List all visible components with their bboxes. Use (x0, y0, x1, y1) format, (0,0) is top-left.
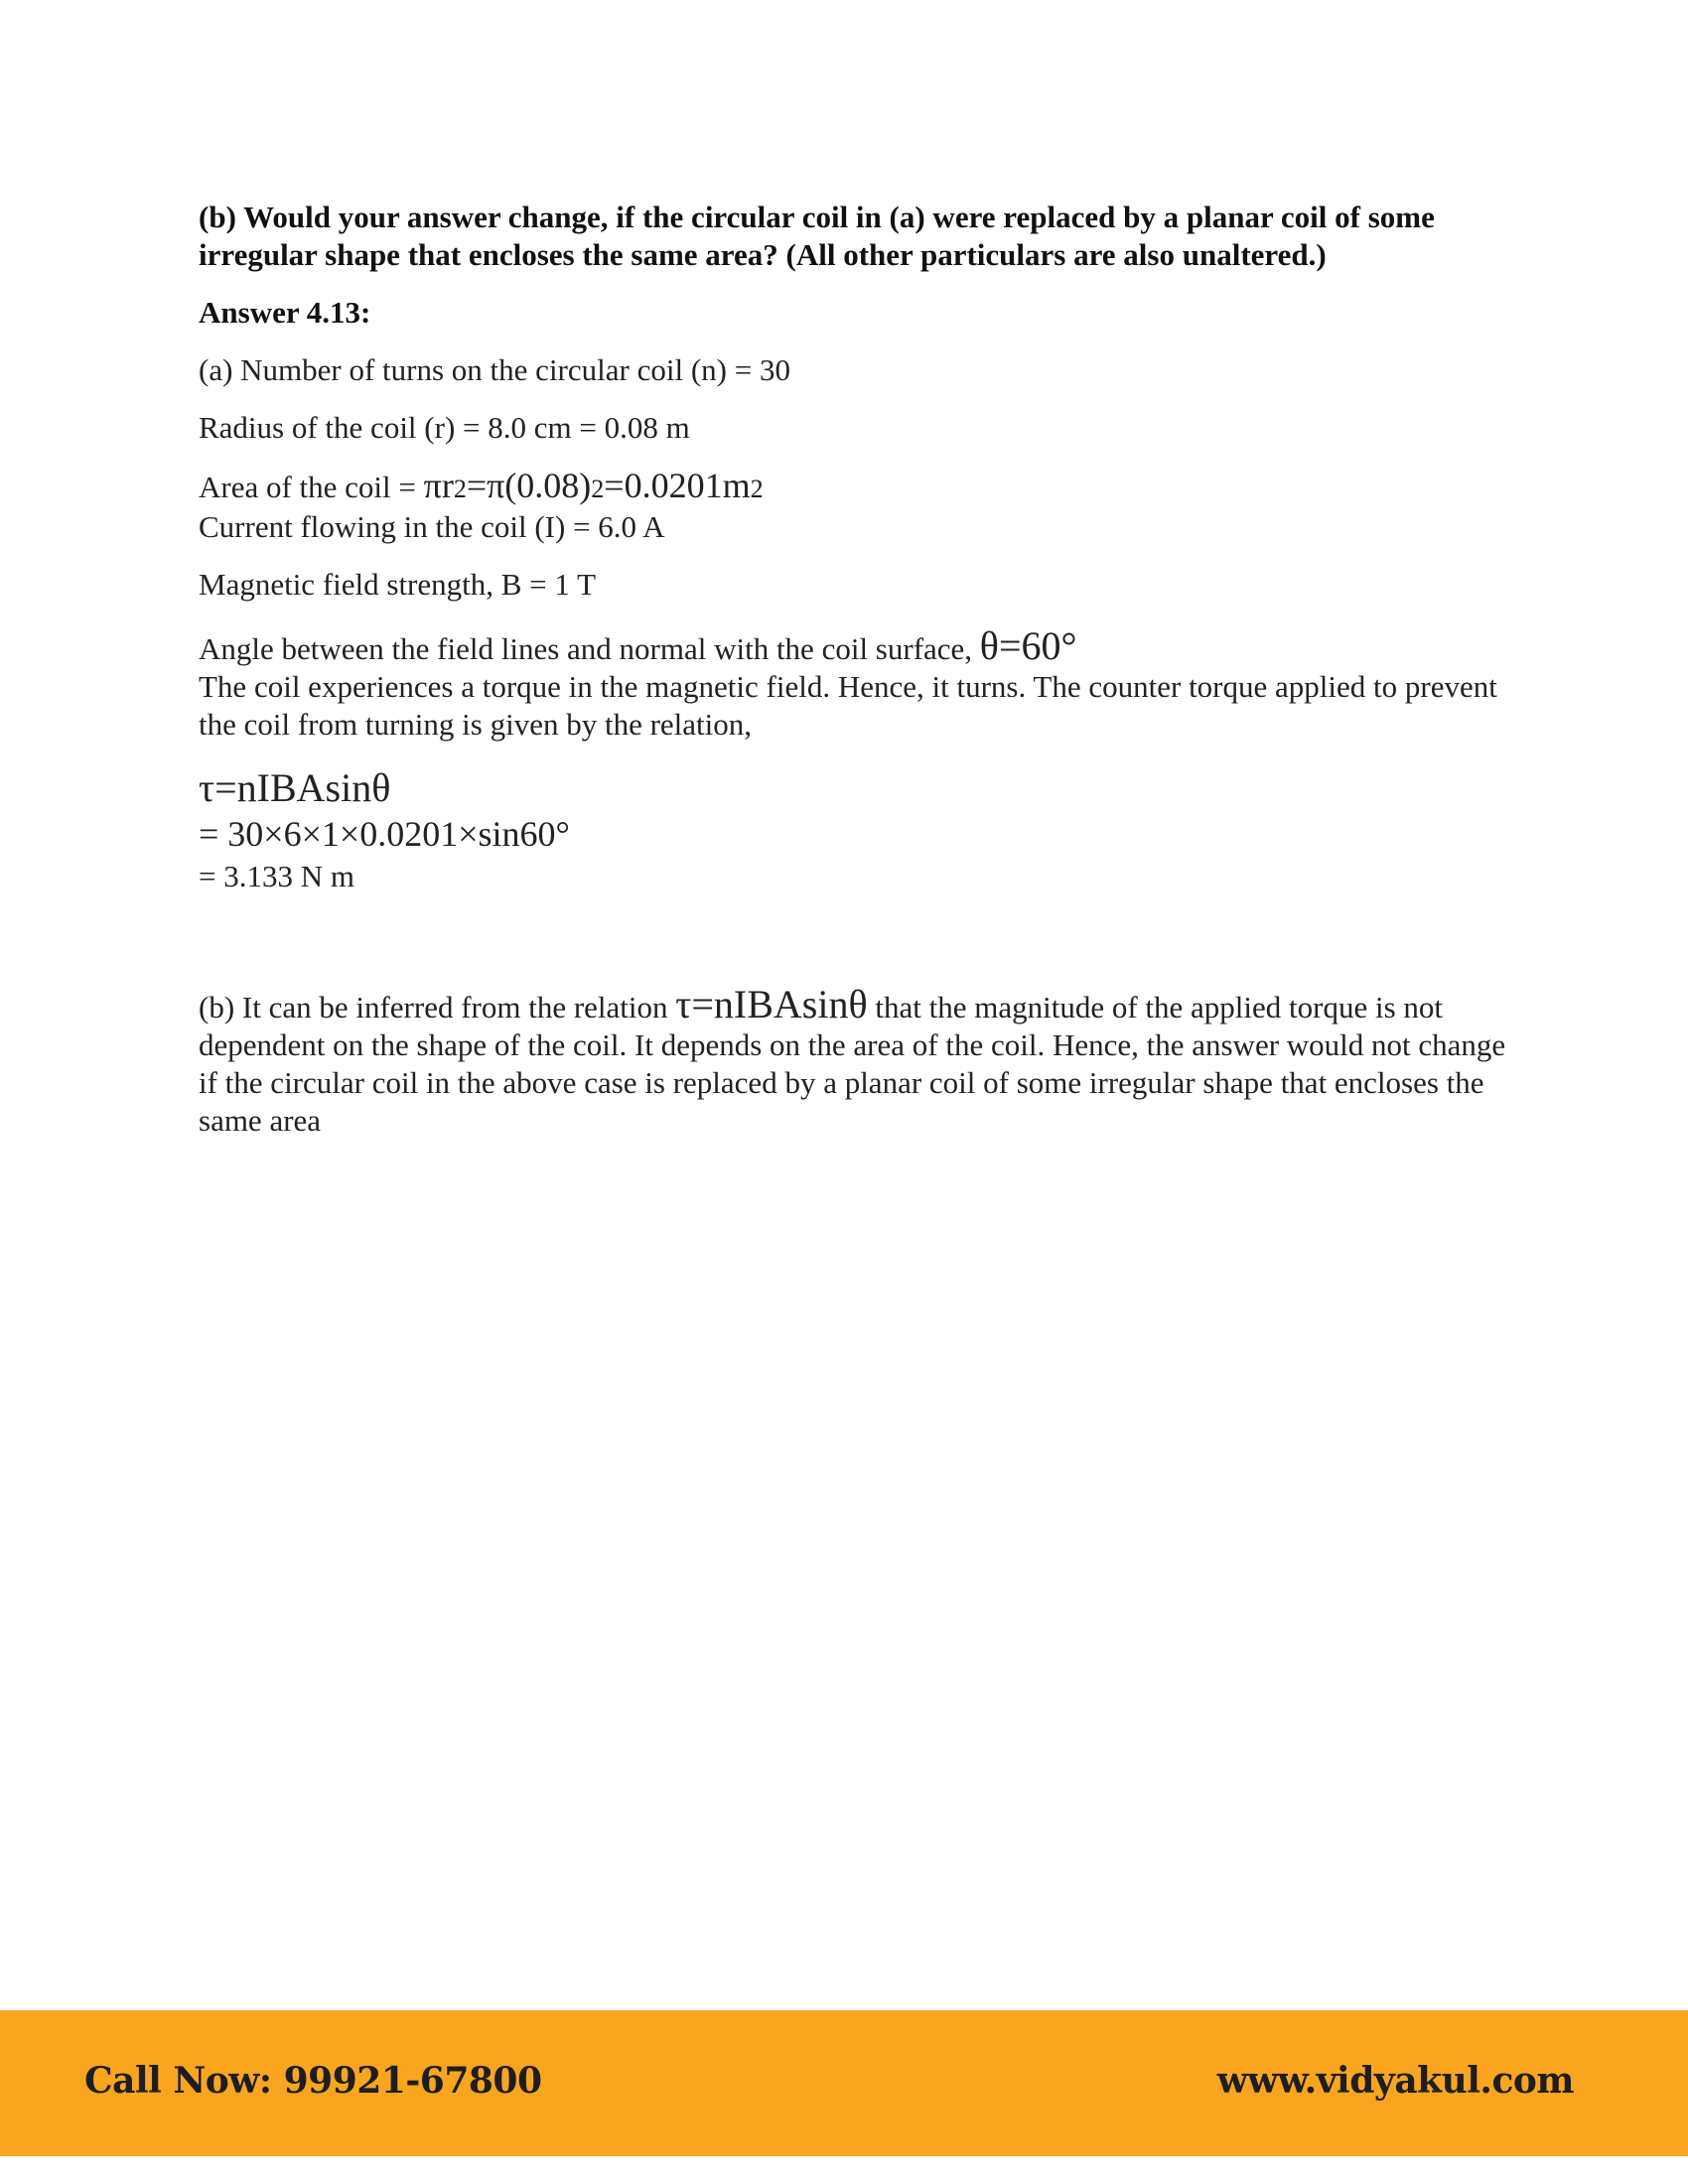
answer-heading: Answer 4.13: (199, 295, 371, 330)
part-b-prefix: (b) It can be inferred from the relation (199, 990, 676, 1024)
area-sup-2: 2 (591, 475, 605, 503)
angle-line (199, 623, 1509, 668)
area-expr-b: =π(0.08) (466, 466, 592, 505)
angle-prefix: Angle between the field lines and normal with the coil surface, (199, 631, 980, 666)
equation-substitution: = 30×6×1×0.0201×sin60° (199, 814, 570, 854)
area-prefix: Area of the coil = (199, 470, 424, 504)
field-line: Magnetic field strength, B = 1 T (199, 567, 597, 602)
turns-line: (a) Number of turns on the circular coil (n) = 30 (199, 352, 790, 387)
question-b: (b) Would your answer change, if the circular coil in (a) were replaced by a planar coil of some irregular shape that encloses the same area? (All other particulars are also unaltered.) (199, 200, 1435, 272)
area-expr-c: =0.0201m (604, 466, 751, 505)
equation-torque-formula: τ=nIBAsinθ (199, 765, 391, 810)
equation-result: = 3.133 N m (199, 859, 354, 893)
area-sup-3: 2 (750, 475, 764, 503)
area-line (199, 467, 1509, 508)
part-b-answer (199, 982, 1509, 1140)
part-b-suffix: that the magnitude of the applied torque is not dependent on the shape of the coil. It depends on the area of the coil. Hence, the answer would not change if the circular coil in the above case is replaced by a planar coil of some irregular shape that encloses the same area (199, 990, 1506, 1138)
part-b-expr: τ=nIBAsinθ (675, 982, 868, 1026)
torque-equations (199, 765, 1509, 896)
current-line: Current flowing in the coil (I) = 6.0 A (199, 509, 665, 544)
call-now-text[interactable]: Call Now: 99921-67800 (84, 2060, 542, 2102)
area-sup-1: 2 (453, 475, 467, 503)
radius-line: Radius of the coil (r) = 8.0 cm = 0.08 m (199, 410, 690, 445)
footer-banner (0, 2010, 1688, 2156)
angle-expr: θ=60° (979, 623, 1077, 668)
torque-explanation: The coil experiences a torque in the magnetic field. Hence, it turns. The counter torque applied to prevent the coil from turning is given by the relation, (199, 669, 1497, 742)
document-body (199, 199, 1509, 1140)
website-link[interactable]: www.vidyakul.com (1216, 2060, 1574, 2102)
area-expr-a: πr (423, 466, 454, 505)
